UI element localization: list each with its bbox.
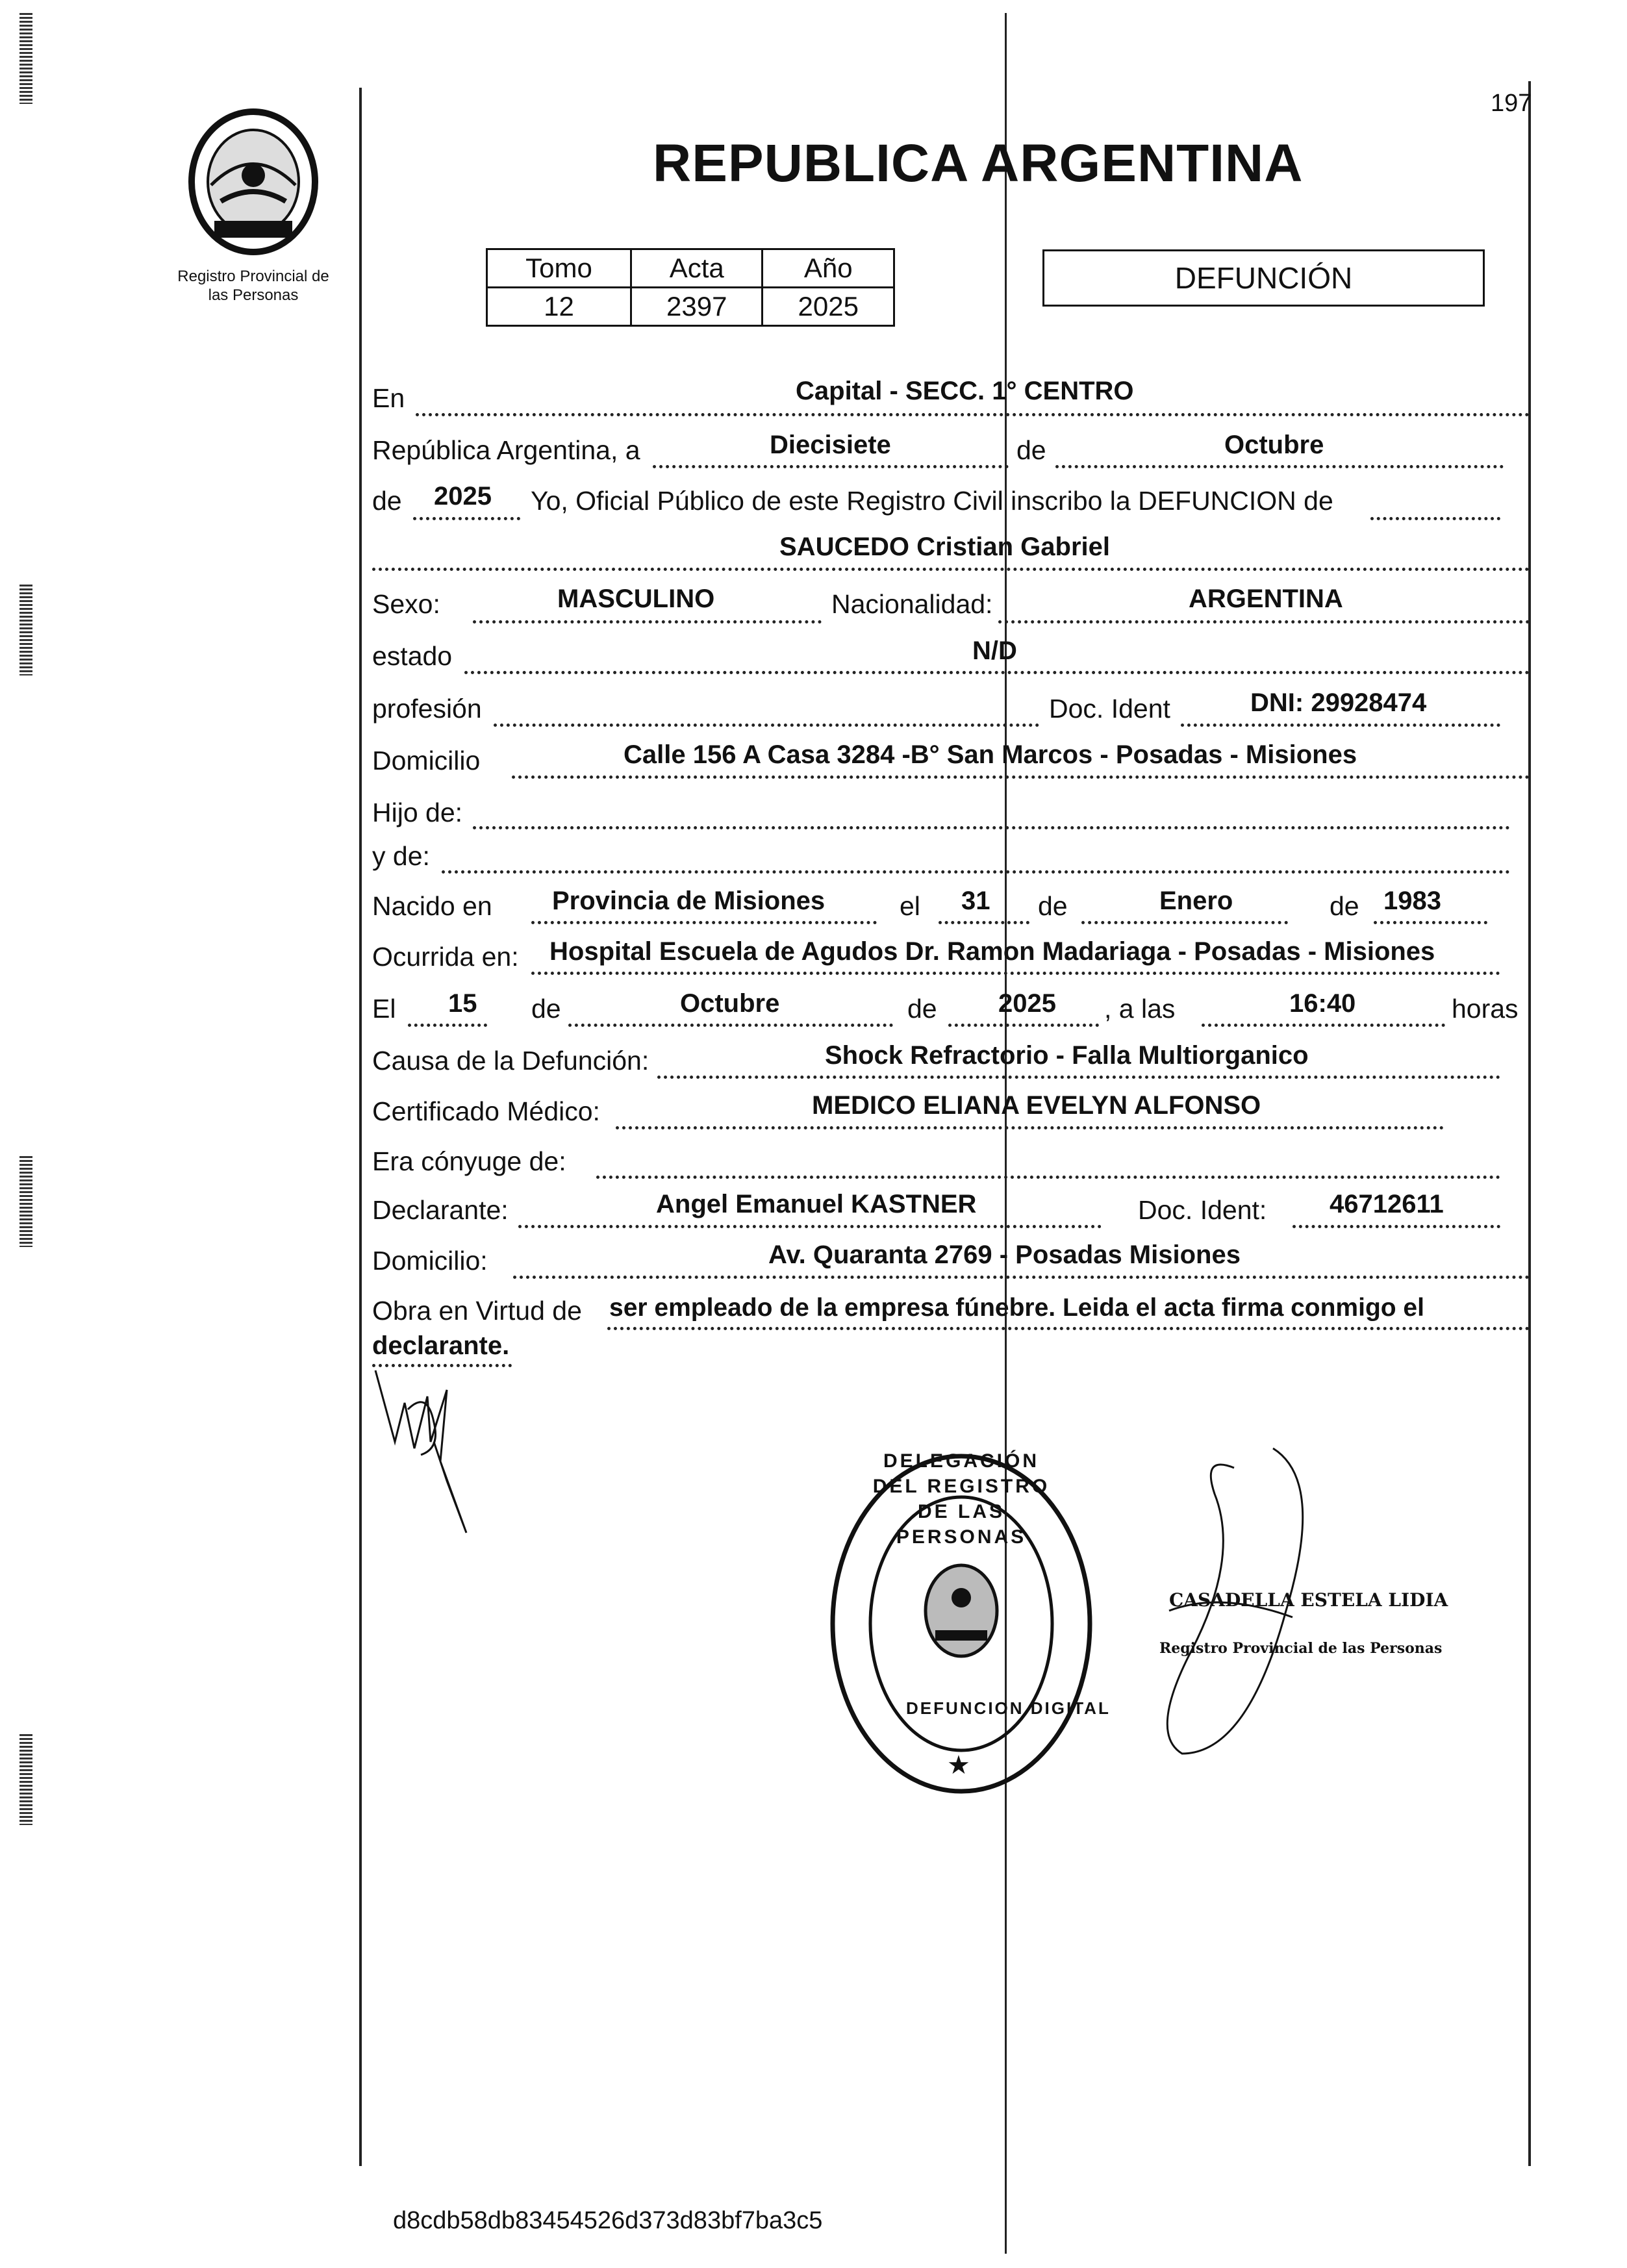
day-line — [653, 465, 1009, 468]
certificado-label: Certificado Médico: — [372, 1096, 600, 1126]
de-label: de — [372, 486, 402, 516]
en-label: En — [372, 383, 405, 413]
causa-value: Shock Refractorio - Falla Multiorganico — [825, 1041, 1309, 1070]
document-title: REPUBLICA ARGENTINA — [653, 134, 1304, 193]
de-label: de — [1016, 435, 1046, 465]
el-label: el — [900, 891, 920, 921]
scan-mark — [19, 13, 32, 104]
de-label: de — [1330, 891, 1359, 921]
right-border-line — [1528, 81, 1531, 2166]
domicilio2-line — [513, 1276, 1530, 1279]
de-label: de — [907, 994, 937, 1024]
declarante-value: Angel Emanuel KASTNER — [656, 1190, 977, 1218]
nacido-line — [531, 921, 877, 924]
table-cell: 12 — [487, 288, 631, 326]
hijo-line — [473, 826, 1510, 829]
birth-day-line — [939, 921, 1029, 924]
birth-year-line — [1374, 921, 1487, 924]
alas-label: , a las — [1104, 994, 1176, 1024]
estado-label: estado — [372, 641, 453, 671]
scan-mark — [19, 1734, 32, 1825]
domicilio2-value: Av. Quaranta 2769 - Posadas Misiones — [768, 1241, 1241, 1269]
table-cell: 2025 — [763, 288, 894, 326]
table-header: Año — [763, 249, 894, 288]
declarant-signature — [369, 1364, 499, 1559]
ocurrida-value: Hospital Escuela de Agudos Dr. Ramon Madariaga - Posadas - Misiones — [549, 937, 1435, 966]
scan-mark — [19, 1156, 32, 1247]
month-line — [1055, 465, 1504, 468]
doc2-line — [1293, 1225, 1500, 1228]
deceased-name: SAUCEDO Cristian Gabriel — [779, 533, 1111, 561]
obra-value: ser empleado de la empresa fúnebre. Leida el acta firma conmigo el — [609, 1294, 1424, 1322]
sexo-label: Sexo: — [372, 589, 440, 619]
ocurrida-line — [531, 972, 1500, 975]
time-line — [1202, 1024, 1445, 1027]
republica-label: República Argentina, a — [372, 435, 640, 465]
official-office: Registro Provincial de las Personas — [1159, 1640, 1443, 1657]
causa-label: Causa de la Defunción: — [372, 1046, 650, 1076]
death-day-line — [408, 1024, 487, 1027]
document-hash: d8cdb58db83454526d373d83bf7ba3c5 — [393, 2207, 823, 2234]
estado-value: N/D — [972, 636, 1017, 665]
sexo-value: MASCULINO — [557, 585, 715, 613]
oficial-text: Yo, Oficial Público de este Registro Civil inscribo la DEFUNCION de — [531, 486, 1333, 516]
profesion-line — [494, 724, 1039, 727]
domicilio-value: Calle 156 A Casa 3284 -B° San Marcos - Posadas - Misiones — [624, 740, 1357, 769]
registry-name: Registro Provincial de las Personas — [177, 268, 329, 304]
certificado-line — [616, 1126, 1444, 1129]
domicilio2-label: Domicilio: — [372, 1246, 488, 1276]
nacionalidad-line — [998, 620, 1530, 624]
domicilio-line — [512, 775, 1530, 779]
left-border-line — [359, 88, 362, 2166]
death-year: 2025 — [998, 989, 1056, 1018]
horas-label: horas — [1452, 994, 1519, 1024]
hijo-label: Hijo de: — [372, 798, 463, 827]
doc2-label: Doc. Ident: — [1138, 1195, 1267, 1225]
death-day: 15 — [448, 989, 477, 1018]
nacionalidad-label: Nacionalidad: — [831, 589, 993, 619]
obra-line — [607, 1327, 1530, 1330]
sexo-line — [473, 620, 822, 624]
year-line — [413, 517, 520, 520]
scan-mark — [19, 585, 32, 675]
profesion-label: profesión — [372, 694, 482, 724]
fold-line — [1005, 13, 1007, 2254]
birth-day: 31 — [961, 887, 990, 915]
obra-label: Obra en Virtud de — [372, 1296, 582, 1326]
stamp-star-icon: ★ — [947, 1751, 970, 1780]
ocurrida-label: Ocurrida en: — [372, 942, 519, 972]
year-value: 2025 — [434, 482, 492, 510]
table-header: Tomo — [487, 249, 631, 288]
birth-month: Enero — [1159, 887, 1233, 915]
en-line — [416, 413, 1530, 416]
record-type-box: DEFUNCIÓN — [1042, 249, 1485, 307]
official-name: CASADELLA ESTELA LIDIA — [1169, 1589, 1448, 1611]
doc-label: Doc. Ident — [1049, 694, 1170, 724]
day-words: Diecisiete — [770, 431, 891, 459]
causa-line — [657, 1076, 1500, 1079]
birth-month-line — [1081, 921, 1288, 924]
page-number: 197 — [1491, 90, 1532, 117]
de-label: de — [531, 994, 561, 1024]
yde-line — [442, 870, 1510, 874]
stamp-outer-text: DELEGACIÓN DEL REGISTRO DE LAS PERSONAS — [872, 1450, 1050, 1548]
doc2-value: 46712611 — [1330, 1190, 1444, 1218]
table-header: Acta — [631, 249, 763, 288]
death-time: 16:40 — [1289, 989, 1356, 1018]
obra-value-2: declarante. — [372, 1331, 510, 1360]
el-label: El — [372, 994, 396, 1024]
conyuge-line — [596, 1176, 1500, 1179]
misiones-seal-logo — [175, 104, 331, 260]
month-value: Octubre — [1224, 431, 1324, 459]
record-table — [486, 248, 895, 327]
declarante-line — [518, 1225, 1102, 1228]
death-year-line — [948, 1024, 1099, 1027]
stamp-inner-text: DEFUNCION DIGITAL — [906, 1698, 1111, 1718]
conyuge-label: Era cónyuge de: — [372, 1146, 566, 1176]
doc-line — [1181, 724, 1500, 727]
death-month-line — [568, 1024, 893, 1027]
doc-value: DNI: 29928474 — [1250, 688, 1427, 717]
oficial-line — [1370, 517, 1500, 520]
table-cell: 2397 — [631, 288, 763, 326]
certificado-value: MEDICO ELIANA EVELYN ALFONSO — [812, 1091, 1261, 1120]
death-month: Octubre — [680, 989, 780, 1018]
declarante-label: Declarante: — [372, 1195, 509, 1225]
de-label: de — [1038, 891, 1068, 921]
nacionalidad-value: ARGENTINA — [1189, 585, 1343, 613]
birth-year: 1983 — [1383, 887, 1441, 915]
estado-line — [464, 671, 1530, 674]
domicilio-label: Domicilio — [372, 746, 481, 775]
nacido-value: Provincia de Misiones — [552, 887, 826, 915]
name-line — [372, 568, 1530, 571]
nacido-label: Nacido en — [372, 891, 492, 921]
yde-label: y de: — [372, 841, 430, 871]
en-value: Capital - SECC. 1° CENTRO — [796, 377, 1134, 405]
